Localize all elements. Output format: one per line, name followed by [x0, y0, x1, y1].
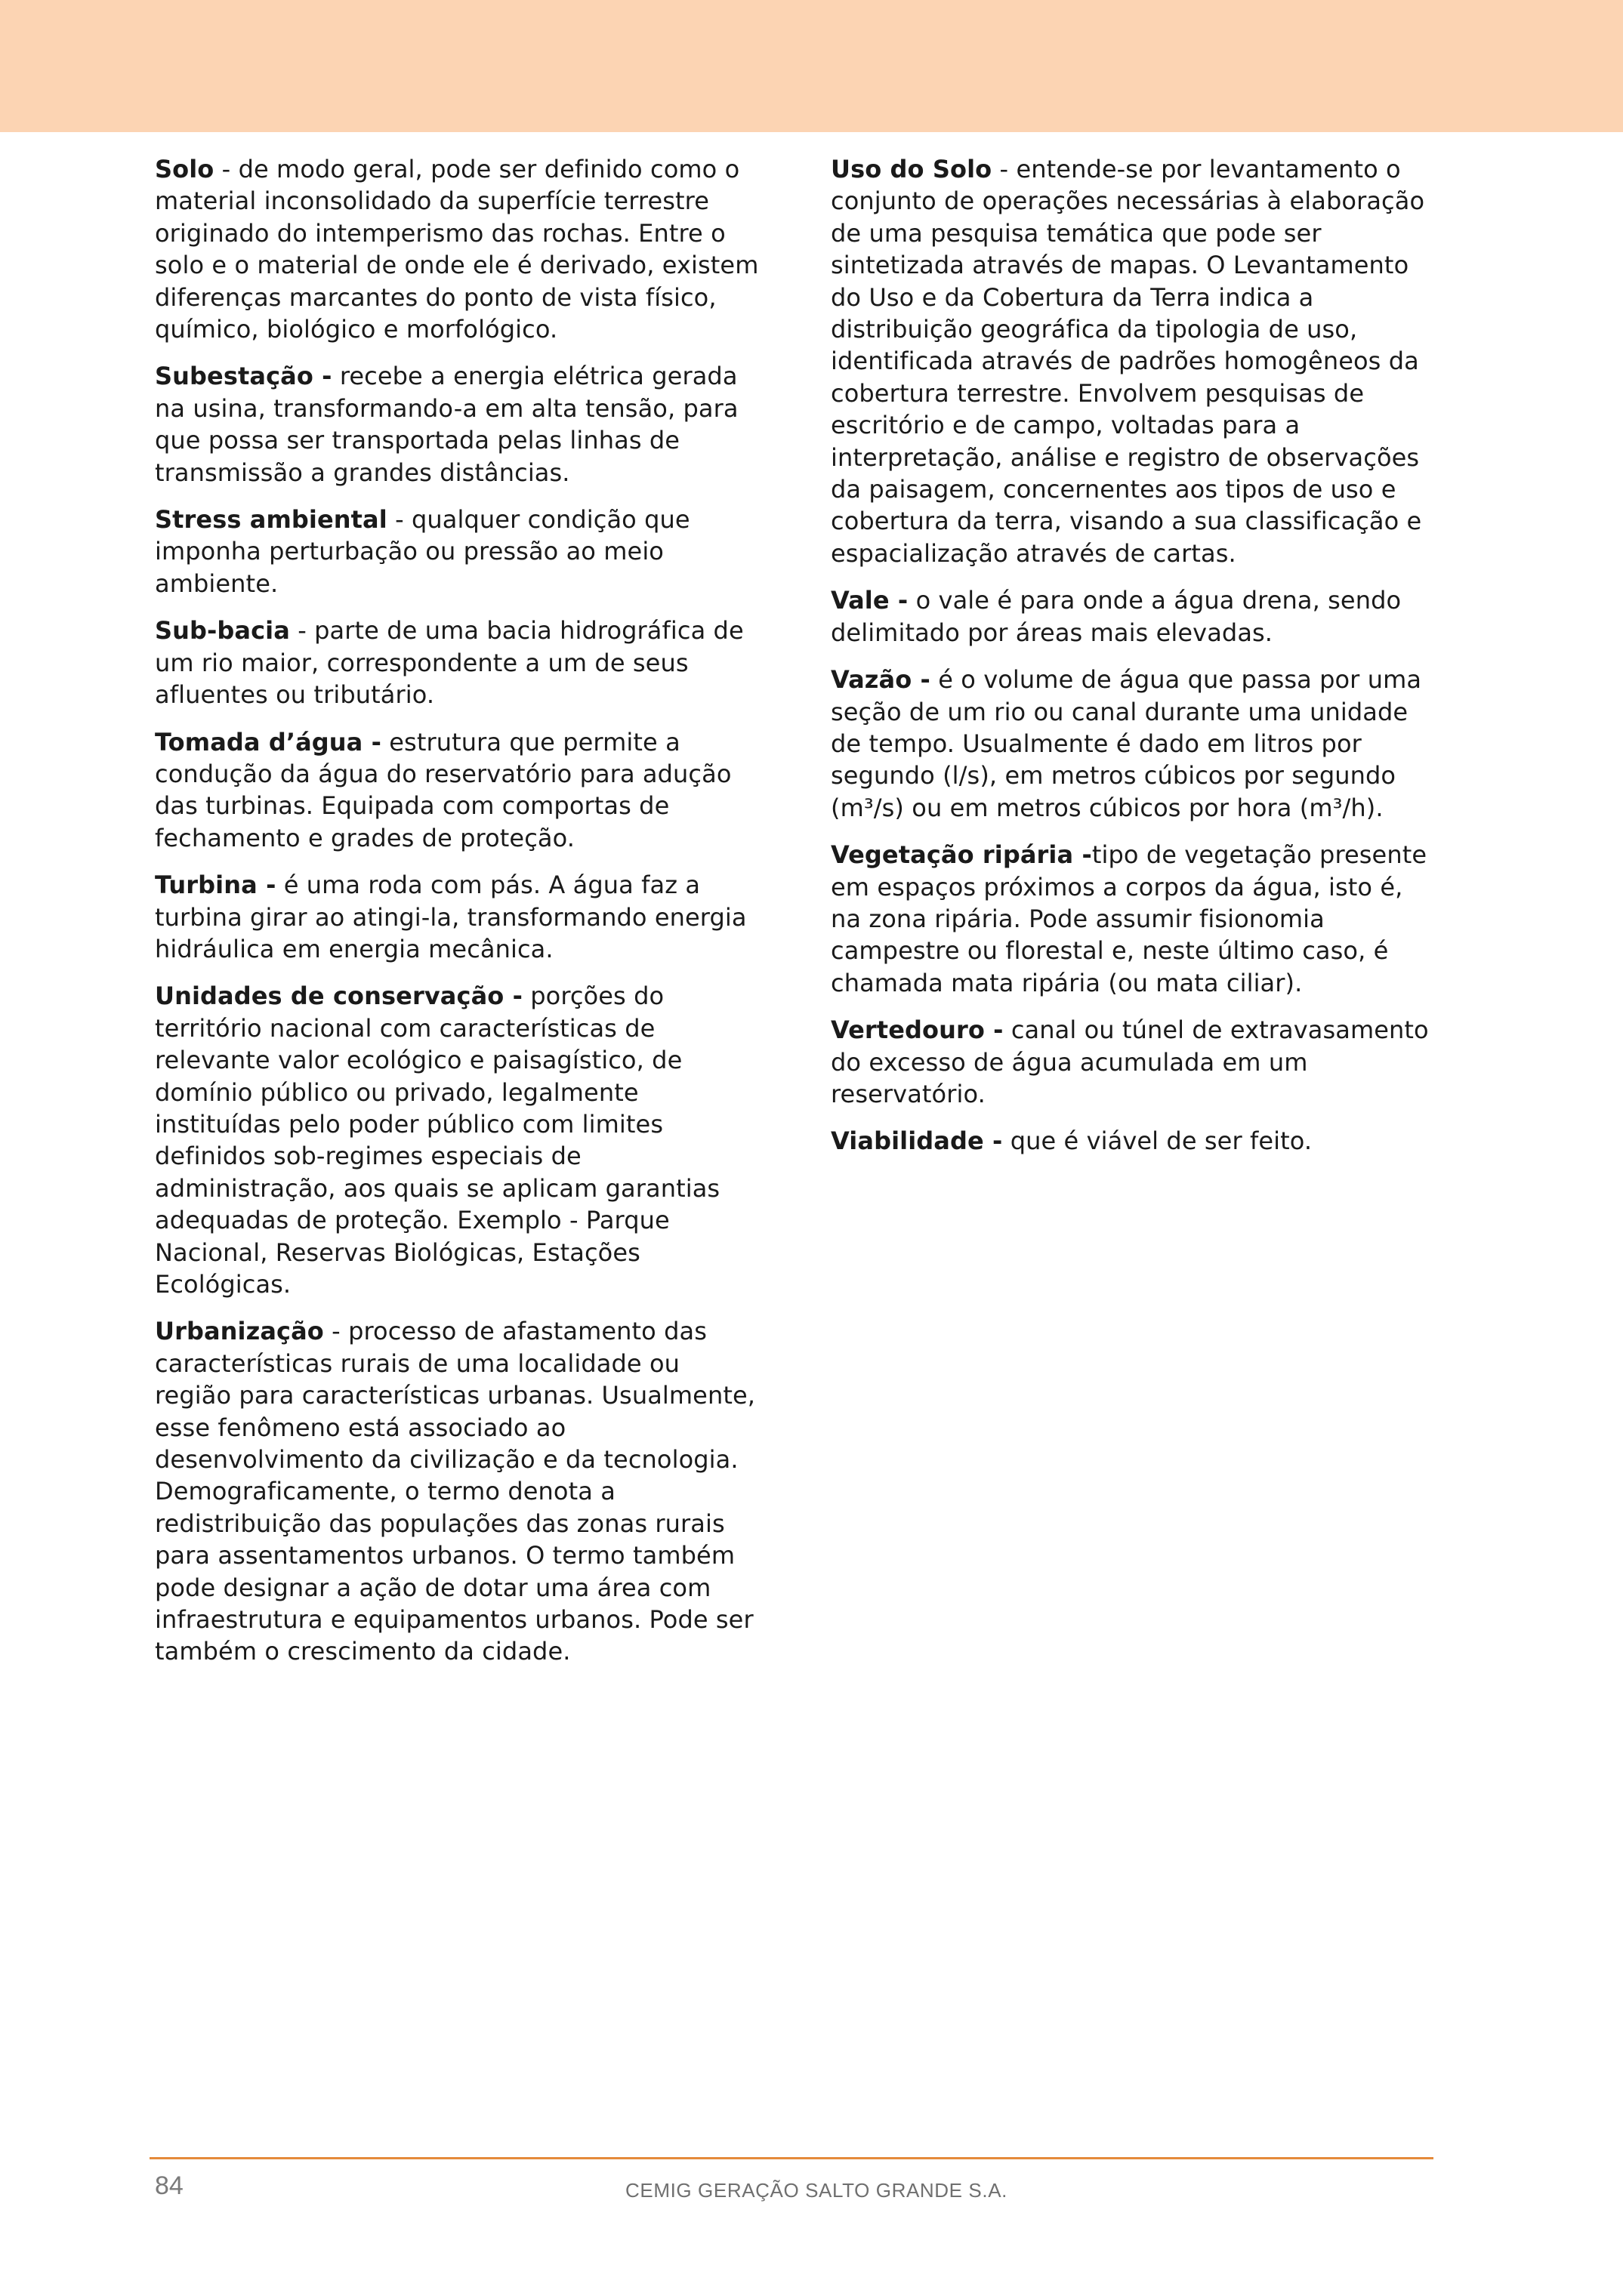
glossary-definition: que é viável de ser feito.	[1002, 1126, 1313, 1156]
glossary-entry	[155, 980, 759, 1300]
glossary-entry	[155, 504, 759, 599]
glossary-definition: tipo de vegetação presente em espaços próximos a corpos da água, isto é, na zona ripária. Pode assumir fisionomia campestre ou florestal e, neste último caso, é chamada mata ripária (ou mata ciliar).	[831, 840, 1427, 997]
glossary-term: Uso do Solo	[831, 155, 992, 183]
glossary-entry	[155, 1315, 759, 1667]
glossary-term: Vazão -	[831, 665, 930, 695]
glossary-term: Vale -	[831, 586, 909, 615]
glossary-term: Solo	[155, 155, 214, 183]
glossary-entry	[155, 153, 759, 345]
glossary-entry	[155, 726, 759, 855]
glossary-definition: é o volume de água que passa por uma seção de um rio ou canal durante uma unidade de tempo. Usualmente é dado em litros por segundo (l/s), em metros cúbicos por segundo (m³/s) ou em metros cúbicos por hora (m³/h).	[831, 665, 1422, 822]
glossary-column-left	[155, 153, 759, 1683]
glossary-term: Vegetação ripária -	[831, 840, 1092, 870]
glossary-definition: porções do território nacional com características de relevante valor ecológico e paisagístico, de domínio público ou privado, legalmente instituídas pelo poder público com limites definidos sob-regimes especiais de administração, aos quais se aplicam garantias adequadas de proteção. Exemplo - Parque Nacional, Reservas Biológicas, Estações Ecológicas.	[155, 982, 720, 1299]
glossary-term: Subestação -	[155, 362, 332, 391]
glossary-definition: - qualquer condição que imponha perturbação ou pressão ao meio ambiente.	[155, 505, 690, 598]
glossary-entry	[831, 1125, 1435, 1157]
glossary-entry	[831, 664, 1435, 824]
glossary-term: Urbanização	[155, 1317, 324, 1346]
glossary-term: Unidades de conservação -	[155, 982, 523, 1011]
glossary-entry	[831, 153, 1435, 569]
glossary-definition: - de modo geral, pode ser definido como o material inconsolidado da superfície terrestre originado do intemperismo das rochas. Entre o solo e o material de onde ele é derivado, existem diferenças marcantes do ponto de vista físico, químico, biológico e morfológico.	[155, 155, 759, 344]
glossary-definition: estrutura que permite a condução da água do reservatório para adução das turbinas. Equipada com comportas de fechamento e grades de proteção.	[155, 727, 732, 852]
glossary-definition: - processo de afastamento das características rurais de uma localidade ou região para características urbanas. Usualmente, esse fenômeno está associado ao desenvolvimento da civilização e da tecnologia. Demograficamente, o termo denota a redistribuição das populações das zonas rurais para assentamentos urbanos. O termo também pode designar a ação de dotar uma área com infraestrutura e equipamentos urbanos. Pode ser também o crescimento da cidade.	[155, 1317, 756, 1666]
glossary-term: Tomada d’água -	[155, 727, 381, 757]
page-number: 84	[155, 2171, 184, 2200]
glossary-definition: o vale é para onde a água drena, sendo delimitado por áreas mais elevadas.	[831, 586, 1402, 647]
glossary-term: Viabilidade -	[831, 1126, 1003, 1156]
footer-company-name: CEMIG GERAÇÃO SALTO GRANDE S.A.	[625, 2179, 1007, 2202]
glossary-term: Vertedouro -	[831, 1015, 1004, 1045]
glossary-entry	[155, 869, 759, 965]
glossary-entry	[831, 839, 1435, 999]
glossary-definition: canal ou túnel de extravasamento do excesso de água acumulada em um reservatório.	[831, 1015, 1429, 1108]
glossary-definition: - entende-se por levantamento o conjunto de operações necessárias à elaboração de uma pesquisa temática que pode ser sintetizada através de mapas. O Levantamento do Uso e da Cobertura da Terra indica a distribuição geográfica da tipologia de uso, identificada através de padrões homogêneos da cobertura terrestre. Envolvem pesquisas de escritório e de campo, voltadas para a interpretação, análise e registro de observações da paisagem, concernentes aos tipos de uso e cobertura da terra, visando a sua classificação e espacialização através de cartas.	[831, 155, 1425, 568]
glossary-column-right	[831, 153, 1435, 1173]
glossary-term: Turbina -	[155, 871, 276, 900]
glossary-entry	[831, 584, 1435, 649]
glossary-term: Sub-bacia	[155, 616, 290, 646]
glossary-term: Stress ambiental	[155, 505, 387, 535]
header-band	[0, 0, 1623, 132]
glossary-definition: é uma roda com pás. A água faz a turbina girar ao atingi-la, transformando energia hidráulica em energia mecânica.	[155, 871, 747, 963]
glossary-entry	[155, 360, 759, 488]
glossary-entry	[155, 615, 759, 710]
glossary-definition: - parte de uma bacia hidrográfica de um rio maior, correspondente a um de seus afluentes ou tributário.	[155, 616, 744, 710]
glossary-entry	[831, 1014, 1435, 1110]
glossary-definition: recebe a energia elétrica gerada na usina, transformando-a em alta tensão, para que possa ser transportada pelas linhas de transmissão a grandes distâncias.	[155, 362, 739, 487]
footer-rule	[150, 2157, 1433, 2159]
